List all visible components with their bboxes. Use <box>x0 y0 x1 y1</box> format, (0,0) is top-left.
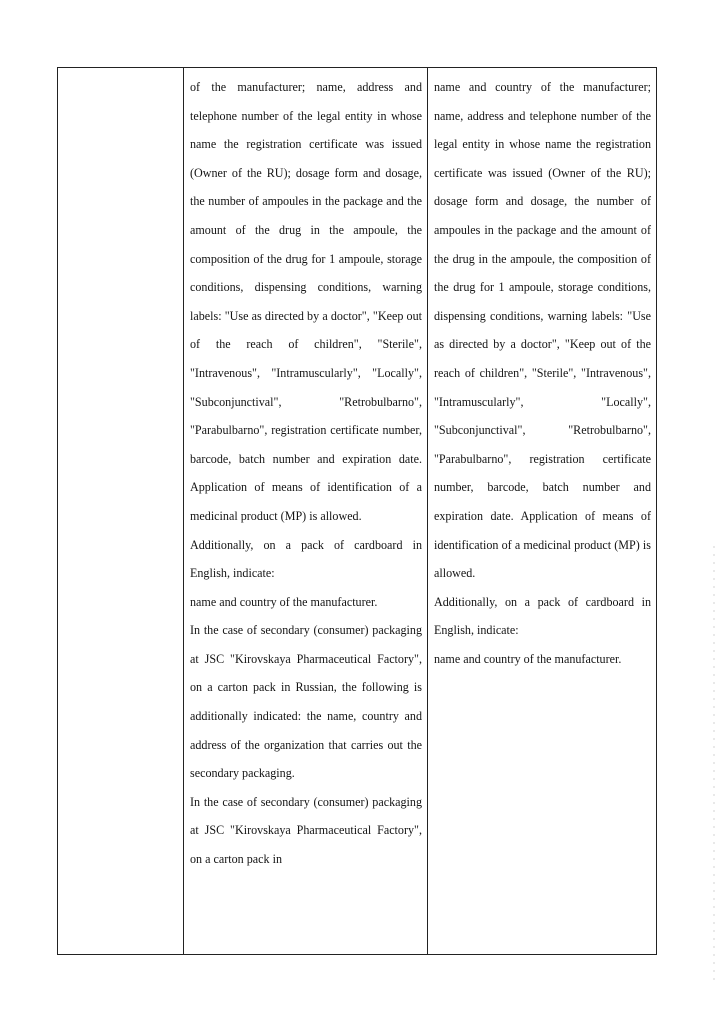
right-column-cell <box>428 68 657 955</box>
middle-column-cell <box>184 68 428 955</box>
mid-paragraph-3: name and country of the manufacturer. <box>190 594 378 609</box>
mid-paragraph-4: In the case of secondary (consumer) packaging at JSC "Kirovskaya Pharmaceutical Factory", on a carton pack in Russian, the following is additionally indicated: the name, country and address of the organization that carries out the secondary packaging. <box>190 623 422 781</box>
right-paragraph-1: name and country of the manufacturer; name, address and telephone number of the legal entity in whose name the registration certificate was issued (Owner of the RU); dosage form and dosage, the number of ampoules in the package and the amount of the drug in the ampoule, the composition of the drug for 1 ampoule, storage conditions, dispensing conditions, warning labels: "Use as directed by a doctor", "Keep out of the reach of children", "Sterile", "Intravenous", "Intramuscularly", "Locally", "Subconjunctival", "Retrobulbarno", "Parabulbarno", registration certificate number, barcode, batch number and expiration date. Application of means of identification of a medicinal product (MP) is allowed. <box>434 80 651 581</box>
table-row <box>58 68 657 955</box>
mid-paragraph-5: In the case of secondary (consumer) packaging at JSC "Kirovskaya Pharmaceutical Factory", on a carton pack in <box>190 794 422 867</box>
scan-edge-artifact <box>713 540 715 980</box>
mid-paragraph-2: Additionally, on a pack of cardboard in English, indicate: <box>190 537 422 581</box>
mid-paragraph-1: of the manufacturer; name, address and telephone number of the legal entity in whose name the registration certificate was issued (Owner of the RU); dosage form and dosage, the number of ampoules in the package and the amount of the drug in the ampoule, the composition of the drug for 1 ampoule, storage conditions, dispensing conditions, warning labels: "Use as directed by a doctor", "Keep out of the reach of children", "Sterile", "Intravenous", "Intramuscularly", "Locally", "Subconjunctival", "Retrobulbarno", "Parabulbarno", registration certificate number, barcode, batch number and expiration date. Application of means of identification of a medicinal product (MP) is allowed. <box>190 80 422 523</box>
right-paragraph-3: name and country of the manufacturer. <box>434 651 622 666</box>
document-table <box>57 67 657 955</box>
left-column-cell <box>58 68 184 955</box>
right-paragraph-2: Additionally, on a pack of cardboard in English, indicate: <box>434 594 651 638</box>
